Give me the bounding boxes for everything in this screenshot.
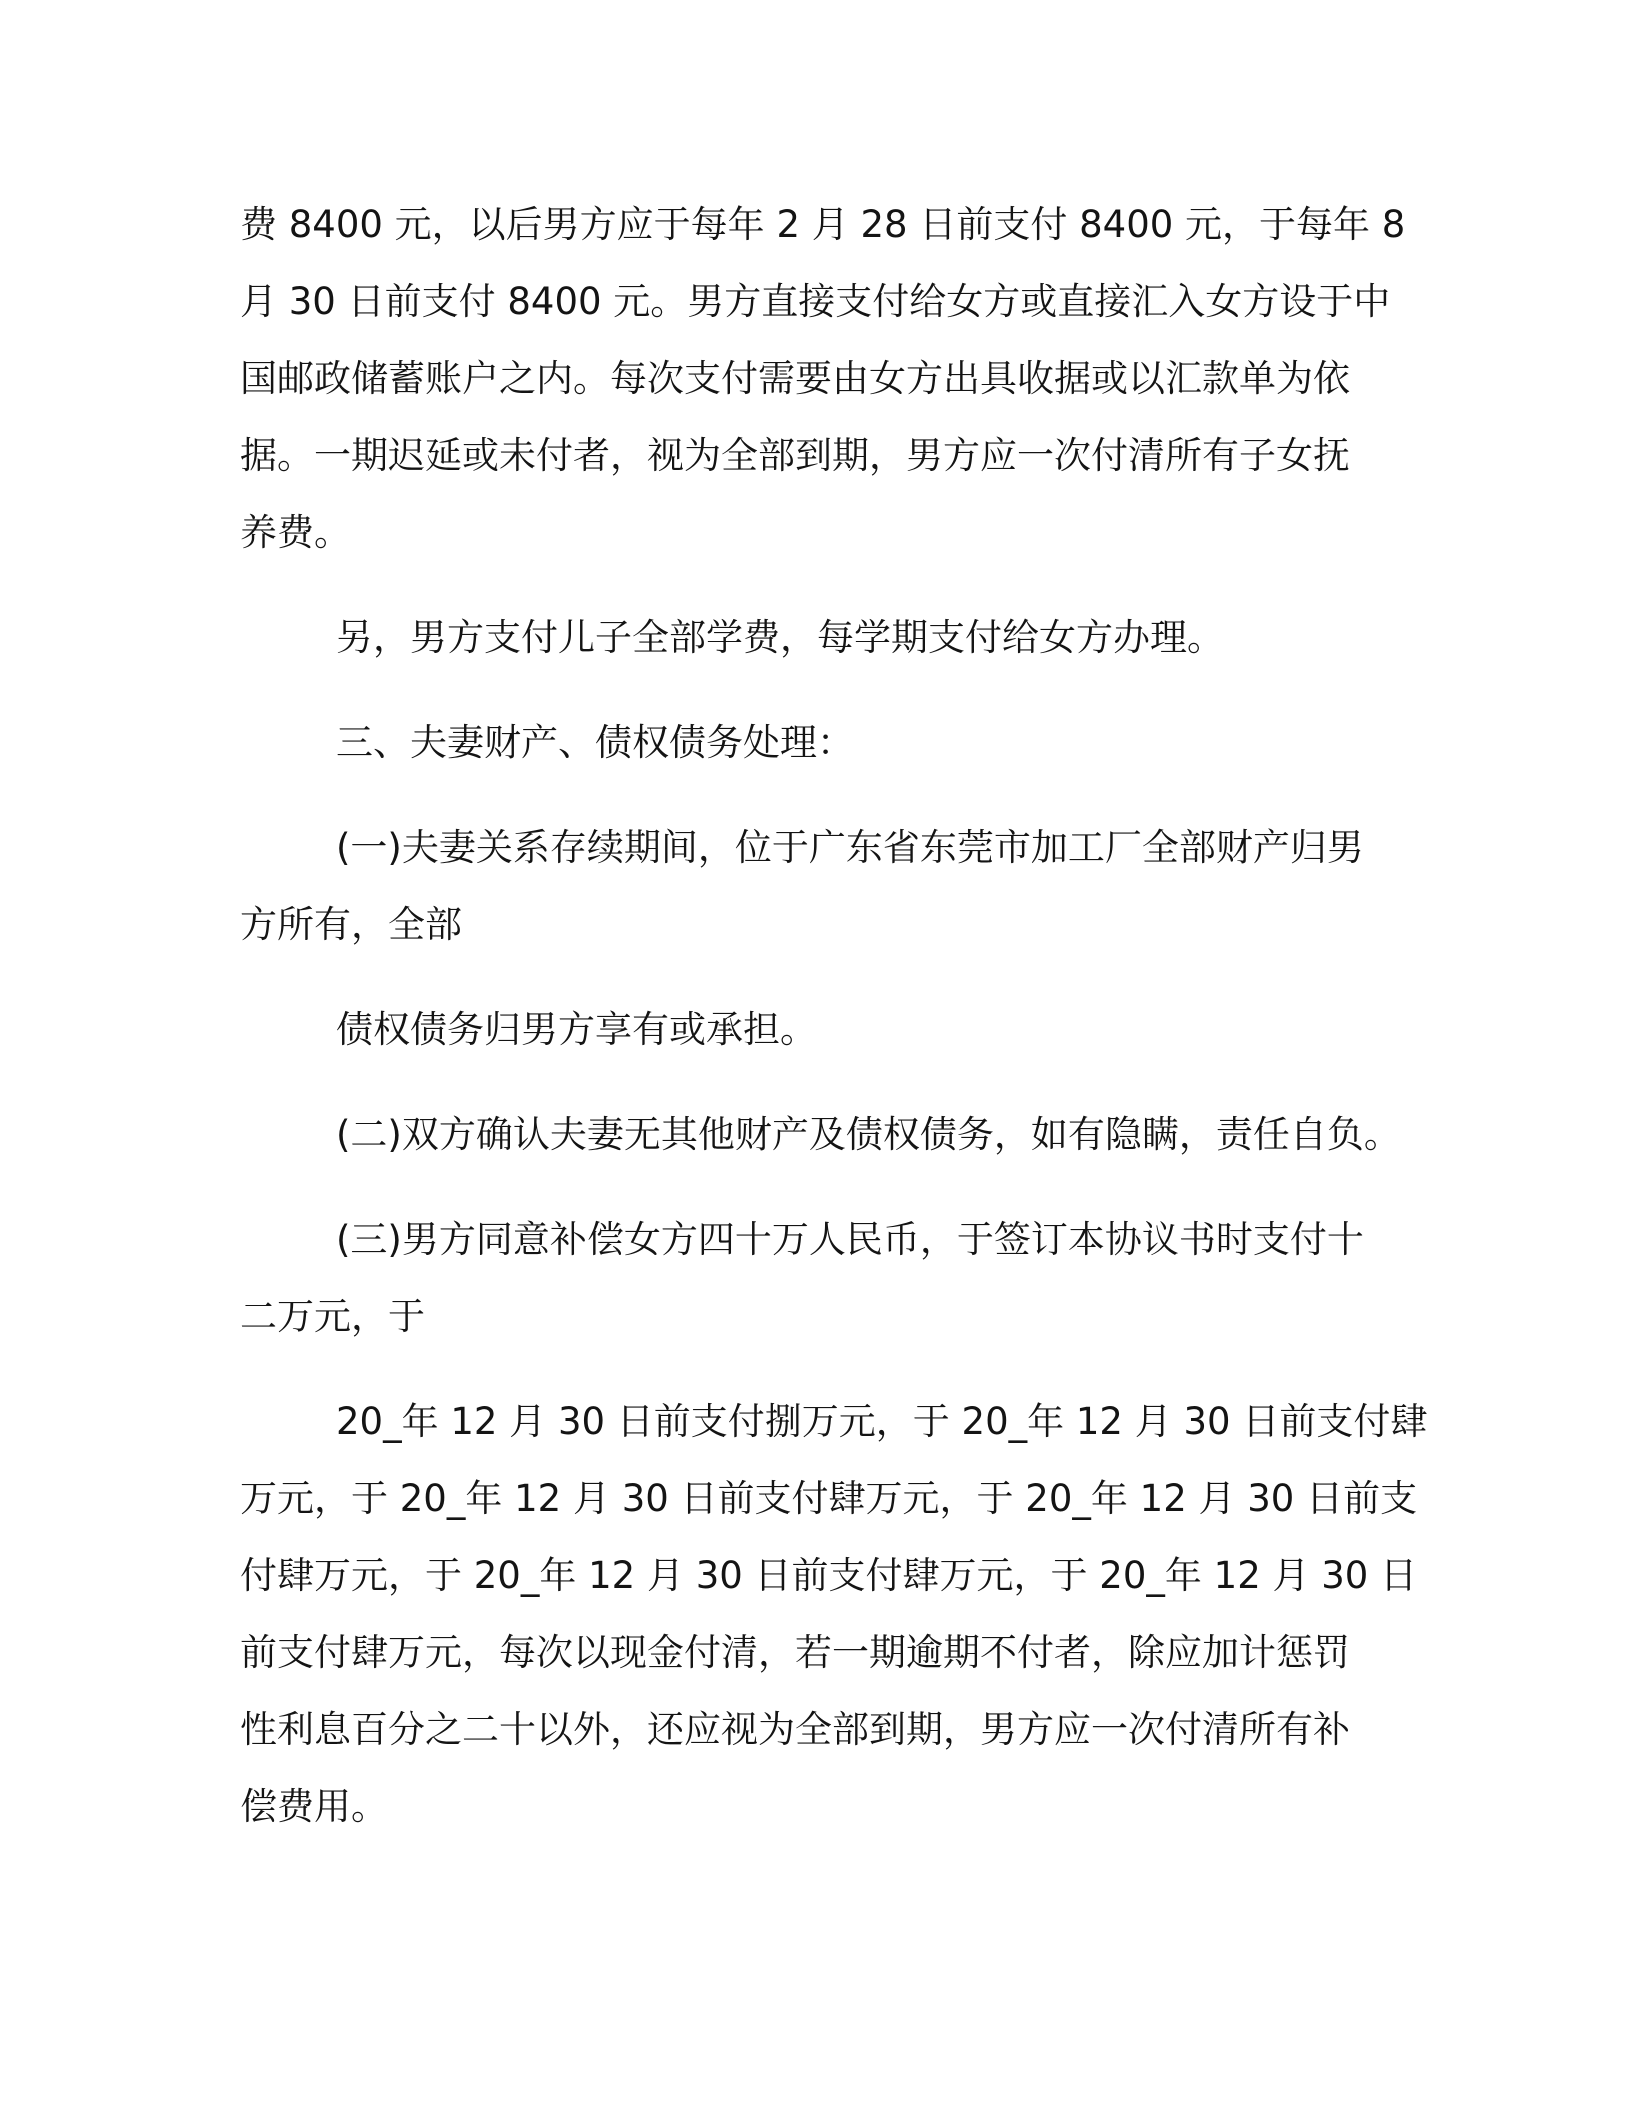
text-line: 月 30 日前支付 8400 元。男方直接支付给女方或直接汇入女方设于中 [240,280,1391,323]
paragraph-child-support-payment [240,186,1406,571]
text-line: 付肆万元，于 20_年 12 月 30 日前支付肆万元，于 20_年 12 月 30 日 [240,1554,1418,1597]
text-line: 前支付肆万元，每次以现金付清，若一期逾期不付者，除应加计惩罚 [240,1631,1350,1674]
heading-line: 三、夫妻财产、债权债务处理： [336,721,854,764]
text-line: 万元，于 20_年 12 月 30 日前支付肆万元，于 20_年 12 月 30 日前支 [240,1477,1418,1520]
text-line: 二万元，于 [240,1295,425,1338]
text-line: 养费。 [240,511,351,554]
text-line: 另，男方支付儿子全部学费，每学期支付给女方办理。 [336,616,1224,659]
text-line: 20_年 12 月 30 日前支付捌万元，于 20_年 12 月 30 日前支付肆 [336,1400,1428,1443]
paragraph-tuition [240,599,1385,676]
text-line: 国邮政储蓄账户之内。每次支付需要由女方出具收据或以汇款单为依 [240,357,1350,400]
text-line: 方所有，全部 [240,903,462,946]
text-line: 据。一期迟延或未付者，视为全部到期，男方应一次付清所有子女抚 [240,434,1350,477]
clause-three [240,1201,1385,1355]
document-body [240,186,1428,1845]
clause-one [240,809,1385,963]
text-line: 费 8400 元，以后男方应于每年 2 月 28 日前支付 8400 元，于每年 8 [240,203,1406,246]
clause-two [240,1096,1401,1173]
clause-three-schedule [240,1383,1428,1845]
text-line: (三)男方同意补偿女方四十万人民币，于签订本协议书时支付十 [336,1218,1364,1261]
text-line: (一)夫妻关系存续期间，位于广东省东莞市加工厂全部财产归男 [336,826,1364,869]
text-line: 债权债务归男方享有或承担。 [336,1008,817,1051]
section-heading-property [240,704,1385,781]
text-line: 性利息百分之二十以外，还应视为全部到期，男方应一次付清所有补 [240,1708,1350,1751]
clause-one-continued [240,991,1385,1068]
text-line: (二)双方确认夫妻无其他财产及债权债务，如有隐瞒，责任自负。 [336,1113,1401,1156]
text-line: 偿费用。 [240,1785,388,1828]
